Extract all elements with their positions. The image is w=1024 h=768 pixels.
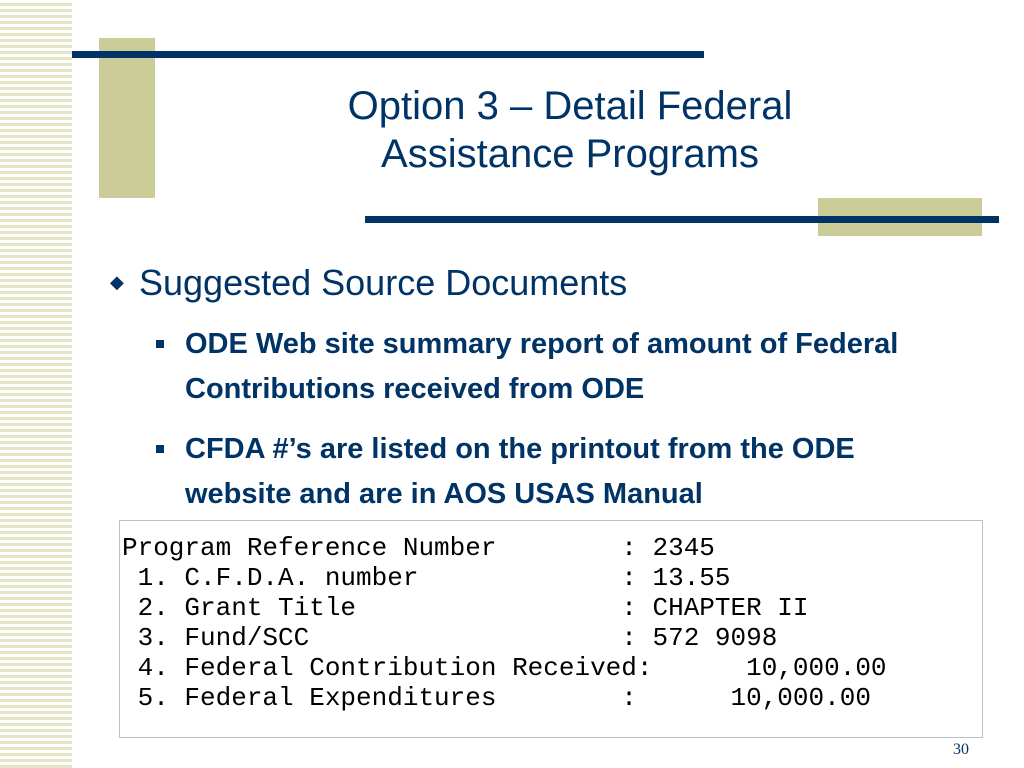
title-line-2: Assistance Programs — [381, 132, 759, 176]
rule-bottom — [365, 216, 999, 223]
sub-bullet-2 — [156, 427, 946, 517]
bullet-text: Suggested Source Documents — [139, 262, 628, 303]
report-line-fund: 3. Fund/SCC : 572 9098 — [122, 623, 778, 653]
report-line-cfda: 1. C.F.D.A. number : 13.55 — [122, 563, 731, 593]
slide-title — [250, 82, 890, 178]
accent-block-top — [99, 38, 155, 198]
report-line-expenditures: 5. Federal Expenditures : 10,000.00 — [122, 683, 871, 713]
page-number: 30 — [953, 741, 969, 758]
square-bullet-icon — [156, 340, 164, 348]
bullet-suggested-sources — [110, 261, 627, 305]
title-line-1: Option 3 – Detail Federal — [347, 84, 793, 128]
sub-bullet-text: CFDA #’s are listed on the printout from the ODE website and are in AOS USAS Manual — [185, 433, 855, 510]
sub-bullet-1 — [156, 322, 946, 412]
decorative-stripes — [0, 0, 72, 768]
square-bullet-icon — [156, 445, 164, 453]
report-line-contribution: 4. Federal Contribution Received: 10,000.00 — [122, 653, 887, 683]
diamond-bullet-icon: ◆ — [110, 272, 124, 292]
sub-bullet-text: ODE Web site summary report of amount of Federal Contributions received from ODE — [185, 328, 899, 405]
report-line-reference: Program Reference Number : 2345 — [122, 533, 715, 563]
report-screenshot — [119, 520, 983, 738]
rule-top — [72, 51, 704, 58]
report-line-grant-title: 2. Grant Title : CHAPTER II — [122, 593, 809, 623]
